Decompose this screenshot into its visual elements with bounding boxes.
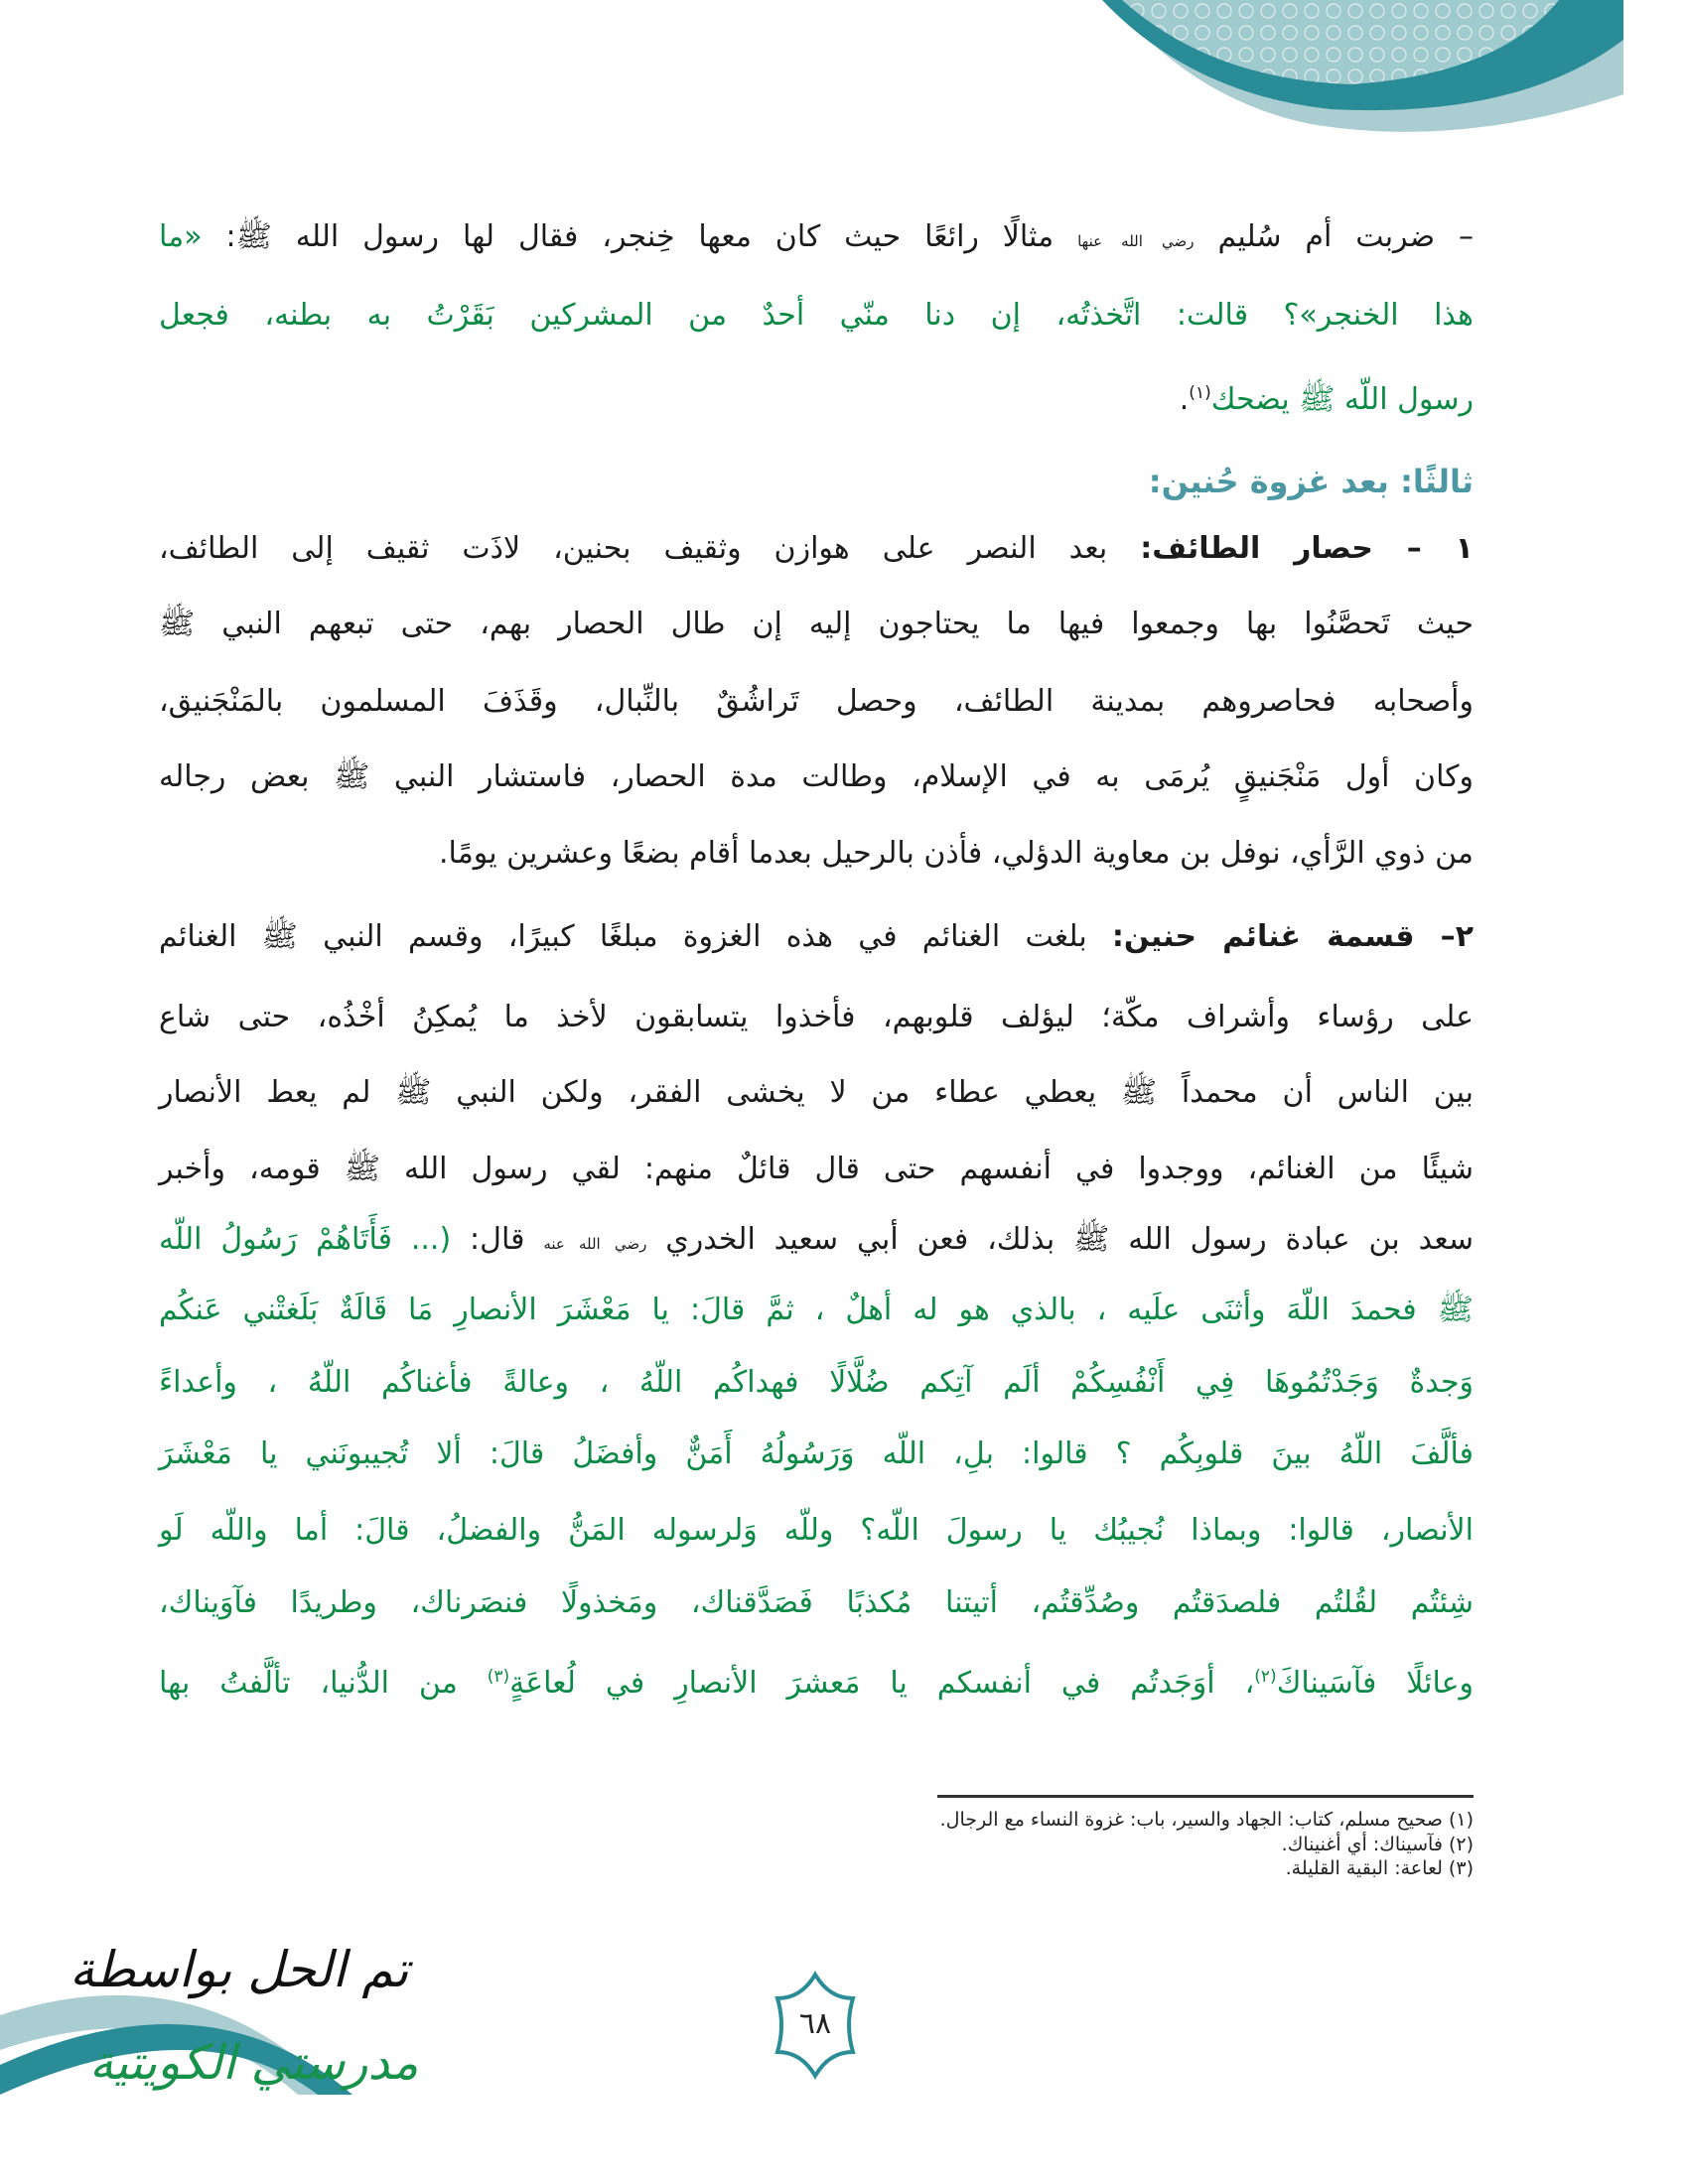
hadith-line-2: وَجدةٌ وَجَدْتُمُوهَا فِي أَنْفُسِكُمْ ألَم آتِكم ضُلَّالًا فهداكُم اللّهُ ، وعالةً فأغناكُم اللّهُ ، وأعداءً xyxy=(159,1365,1474,1400)
section2-line-4: شيئًا من الغنائم، ووجدوا في أنفسهم حتى قال قائلٌ منهم: لقي رسول الله ﷺ قومه، وأخبر xyxy=(159,1152,1474,1186)
hadith-quote: «ما xyxy=(159,219,203,254)
intro-line-2: هذا الخنجر»؟ قالت: اتَّخذتُه، إن دنا منّي أحدٌ من المشركين بَقَرْتُ به بطنه، فجعل xyxy=(159,298,1474,333)
hadith-line-6 xyxy=(159,1655,1474,1706)
period: . xyxy=(1179,382,1190,417)
footnote-ref[interactable]: (٣) xyxy=(487,1667,510,1687)
footnote-1: (١) صحيح مسلم، كتاب: الجهاد والسير، باب: غزوة النساء مع الرجال. xyxy=(939,1809,1474,1831)
hadith-quote: (... فَأَتَاهُمْ رَسُولُ اللّه xyxy=(159,1222,452,1257)
intro-text: مثالًا رائعًا حيث كان معها خِنجر، فقال لها رسول الله ﷺ: xyxy=(225,219,1055,254)
section1-title: ١ – حصار الطائف: xyxy=(1140,531,1474,566)
hadith-quote: من الدُّنيا، تألَّفتُ بها xyxy=(159,1666,458,1701)
hadith-line-1: ﷺ فحمدَ اللّهَ وأثنَى علَيه ، بالذي هو له أهلٌ ، ثمَّ قالَ: يا مَعْشَرَ الأنصارِ مَا قَالَةٌ بَلَغتْني عَنكُم xyxy=(159,1293,1474,1327)
footnote-2: (٢) فآسيناك: أي أغنيناك. xyxy=(1281,1834,1474,1855)
footnote-ref[interactable]: (١) xyxy=(1189,383,1211,403)
section2-line-5 xyxy=(159,1218,1474,1266)
honorific-glyph: رضي الله عنه xyxy=(543,1235,647,1253)
intro-line-3 xyxy=(159,371,1474,422)
hadith-quote: رسول اللّه ﷺ يضحك xyxy=(1210,382,1474,417)
watermark-line-2: مدرستي الكويتية xyxy=(89,2035,419,2091)
hadith-line-5: شِئتُم لقُلتُم فلصدَقتُم وصُدِّقتُم، أتيتنا مُكذبًا فَصَدَّقناك، ومَخذولًا فنصَرناك، وطريدًا فآوَيناك، xyxy=(159,1585,1474,1620)
header-ornament xyxy=(1082,0,1638,159)
body-text: بلغت الغنائم في هذه الغزوة مبلغًا كبيرًا، وقسم النبي ﷺ الغنائم xyxy=(159,919,1087,954)
section1-line-1 xyxy=(159,527,1474,571)
page-number: ٦٨ xyxy=(798,2006,832,2041)
footnote-divider xyxy=(937,1795,1474,1798)
section-heading: ثالثًا: بعد غزوة حُنين: xyxy=(1148,463,1474,500)
section2-line-1 xyxy=(159,915,1474,959)
hadith-line-4: الأنصار، قالوا: وبماذا نُجيبُك يا رسولَ اللّه؟ وللّه وَلرسوله المَنُّ والفضلُ، قالَ: أما واللّه لَو xyxy=(159,1513,1474,1548)
section2-title: ٢– قسمة غنائم حنين: xyxy=(1111,919,1474,954)
intro-text: – ضربت أم سُليم xyxy=(1217,219,1474,254)
body-text: بعد النصر على هوازن وثقيف بحنين، لاذَت ثقيف إلى الطائف، xyxy=(159,531,1108,566)
section1-line-4: وكان أول مَنْجَنيقٍ يُرمَى به في الإسلام، وطالت مدة الحصار، فاستشار النبي ﷺ بعض رجاله xyxy=(159,759,1474,794)
watermark-line-1: تم الحل بواسطة xyxy=(70,1941,409,1998)
hadith-line-3: فألَّفَ اللّهُ بينَ قلوبِكُم ؟ قالوا: بلِ، اللّه وَرَسُولُهُ أَمَنٌّ وأفضَلُ قالَ: ألا تُجيبونَني يا مَعْشَرَ xyxy=(159,1436,1474,1471)
section1-line-2: حيث تَحصَّنُوا بها وجمعوا فيها ما يحتاجون إليه إن طال الحصار بهم، حتى تبعهم النبي ﷺ xyxy=(159,607,1474,641)
section1-line-3: وأصحابه فحاصروهم بمدينة الطائف، وحصل تَراشُقٌ بالنِّبال، وقَذَفَ المسلمون بالمَنْجَنيق، xyxy=(159,684,1474,719)
intro-line-1 xyxy=(159,215,1474,263)
section2-line-3: بين الناس أن محمداً ﷺ يعطي عطاء من لا يخشى الفقر، ولكن النبي ﷺ لم يعط الأنصار xyxy=(159,1075,1474,1110)
section2-line-2: على رؤساء وأشراف مكّة؛ ليؤلف قلوبهم، فأخذوا يتسابقون لأخذ ما يُمكِنُ أخْذُه، حتى شاع xyxy=(159,1000,1474,1034)
body-text: قال: xyxy=(470,1222,525,1257)
hadith-quote: وعائلًا فآسَيناكَ xyxy=(1276,1666,1475,1701)
page-number-badge xyxy=(770,1971,861,2080)
footnote-ref[interactable]: (٢) xyxy=(1254,1667,1277,1687)
section1-line-5: من ذوي الرَّأي، نوفل بن معاوية الدؤلي، فأذن بالرحيل بعدما أقام بضعًا وعشرين يومًا. xyxy=(439,836,1474,871)
honorific-glyph: رضي الله عنها xyxy=(1077,232,1195,250)
hadith-quote: ، أوَجَدتُم في أنفسكم يا مَعشرَ الأنصارِ في لُعاعَةٍ xyxy=(509,1666,1255,1701)
body-text: سعد بن عبادة رسول الله ﷺ بذلك، فعن أبي سعيد الخدري xyxy=(665,1222,1474,1257)
footnote-3: (٣) لعاعة: البقية القليلة. xyxy=(1285,1857,1474,1879)
